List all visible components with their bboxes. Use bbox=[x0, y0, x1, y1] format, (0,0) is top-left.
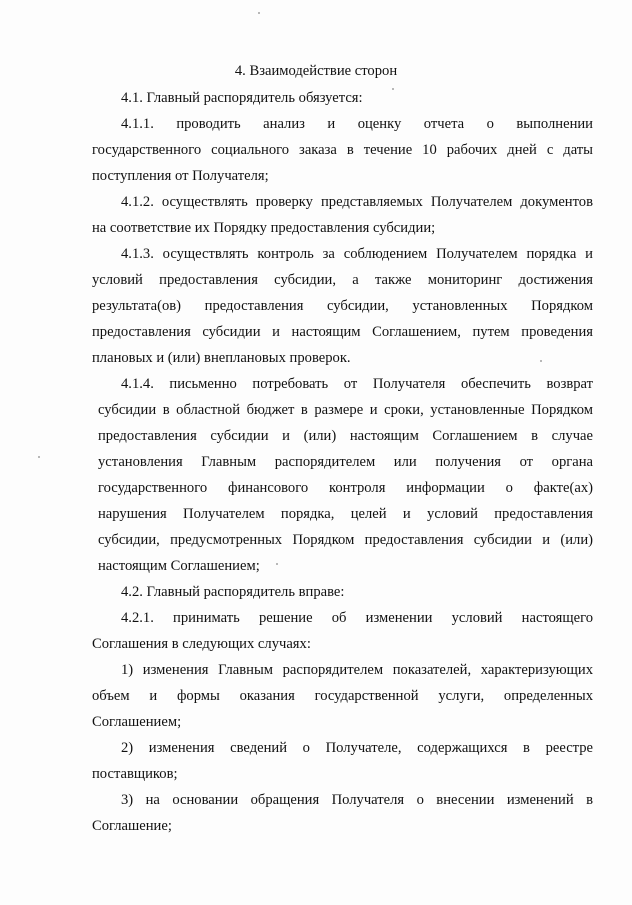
clause-4-1-3-line-4: предоставления субсидии и настоящим Соглашением, путем проведения bbox=[92, 324, 593, 340]
clause-4-1: 4.1. Главный распорядитель обязуется: bbox=[121, 90, 363, 106]
clause-4-1-4-line-1: 4.1.4. письменно потребовать от Получателя обеспечить возврат bbox=[121, 376, 593, 392]
clause-4-1-4-line-3: предоставления субсидии и (или) настоящим Соглашением в случае bbox=[98, 428, 593, 444]
clause-4-1-4-line-5: государственного финансового контроля информации о факте(ах) bbox=[98, 480, 593, 496]
item-1-line-3: Соглашением; bbox=[92, 714, 182, 730]
clause-4-1-4-line-6: нарушения Получателем порядка, целей и условий предоставления bbox=[98, 506, 593, 522]
clause-4-1-3-line-1: 4.1.3. осуществлять контроль за соблюдением Получателем порядка и bbox=[121, 246, 593, 262]
scan-speck bbox=[276, 563, 278, 565]
section-heading: 4. Взаимодействие сторон bbox=[234, 63, 398, 79]
scan-speck bbox=[38, 456, 40, 458]
clause-4-2: 4.2. Главный распорядитель вправе: bbox=[121, 584, 345, 600]
item-1-line-1: 1) изменения Главным распорядителем показателей, характеризующих bbox=[121, 662, 593, 678]
clause-4-1-4-line-8: настоящим Соглашением; bbox=[98, 558, 260, 574]
scan-speck bbox=[392, 88, 394, 90]
clause-4-1-2-line-1: 4.1.2. осуществлять проверку представляемых Получателем документов bbox=[121, 194, 593, 210]
clause-4-1-4-line-7: субсидии, предусмотренных Порядком предоставления субсидии и (или) bbox=[98, 532, 593, 548]
clause-4-2-1-line-1: 4.2.1. принимать решение об изменении условий настоящего bbox=[121, 610, 593, 626]
item-3-line-1: 3) на основании обращения Получателя о внесении изменений в bbox=[121, 792, 593, 808]
clause-4-2-1-line-2: Соглашения в следующих случаях: bbox=[92, 636, 311, 652]
item-2-line-2: поставщиков; bbox=[92, 766, 178, 782]
item-1-line-2: объем и формы оказания государственной услуги, определенных bbox=[92, 688, 593, 704]
item-3-line-2: Соглашение; bbox=[92, 818, 172, 834]
clause-4-1-1-line-1: 4.1.1. проводить анализ и оценку отчета о выполнении bbox=[121, 116, 593, 132]
clause-4-1-2-line-2: на соответствие их Порядку предоставления субсидии; bbox=[92, 220, 436, 236]
scan-speck bbox=[258, 12, 260, 14]
clause-4-1-4-line-4: установления Главным распорядителем или получения от органа bbox=[98, 454, 593, 470]
clause-4-1-1-line-2: государственного социального заказа в течение 10 рабочих дней с даты bbox=[92, 142, 593, 158]
clause-4-1-1-line-3: поступления от Получателя; bbox=[92, 168, 269, 184]
clause-4-1-3-line-3: результата(ов) предоставления субсидии, установленных Порядком bbox=[92, 298, 593, 314]
item-2-line-1: 2) изменения сведений о Получателе, содержащихся в реестре bbox=[121, 740, 593, 756]
scan-speck bbox=[540, 360, 542, 362]
clause-4-1-3-line-2: условий предоставления субсидии, а также мониторинг достижения bbox=[92, 272, 593, 288]
clause-4-1-3-line-5: плановых и (или) внеплановых проверок. bbox=[92, 350, 351, 366]
clause-4-1-4-line-2: субсидии в областной бюджет в размере и сроки, установленные Порядком bbox=[98, 402, 593, 418]
